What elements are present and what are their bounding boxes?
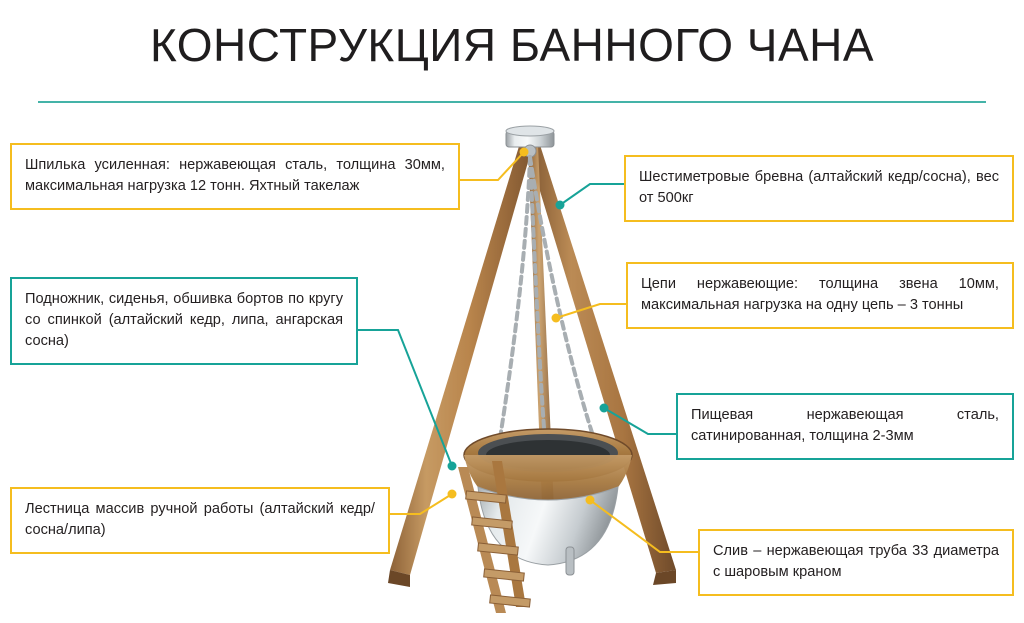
callout-ladder[interactable] xyxy=(10,487,390,554)
drain-pipe xyxy=(566,547,574,575)
page-title: КОНСТРУКЦИЯ БАННОГО ЧАНА xyxy=(149,19,875,71)
callout-drain[interactable] xyxy=(698,529,1014,596)
callout-ladder-text: Лестница массив ручной работы (алтайский кедр/сосна/липа) xyxy=(25,501,375,539)
callout-steel[interactable] xyxy=(676,393,1014,460)
callout-seats-text: Подножник, сиденья, обшивка бортов по кругу со спинкой (алтайский кедр, липа, ангарская сосна) xyxy=(25,291,343,350)
callout-chains[interactable] xyxy=(626,262,1014,329)
callout-stud-text: Шпилька усиленная: нержавеющая сталь, толщина 30мм, максимальная нагрузка 12 тонн. Яхтный такелаж xyxy=(25,157,445,195)
steel-stud-top xyxy=(506,126,554,157)
callout-stud[interactable] xyxy=(10,143,460,210)
callout-steel-text: Пищевая нержавеющая сталь, сатинированная, толщина 2-3мм xyxy=(691,407,999,445)
callout-logs[interactable] xyxy=(624,155,1014,222)
callout-chains-text: Цепи нержавеющие: толщина звена 10мм, максимальная нагрузка на одну цепь – 3 тонны xyxy=(641,276,999,314)
callout-logs-text: Шестиметровые бревна (алтайский кедр/сосна), вес от 500кг xyxy=(639,169,999,207)
callout-drain-text: Слив – нержавеющая труба 33 диаметра с шаровым краном xyxy=(713,543,999,581)
callout-seats[interactable] xyxy=(10,277,358,365)
title-divider xyxy=(38,101,986,103)
